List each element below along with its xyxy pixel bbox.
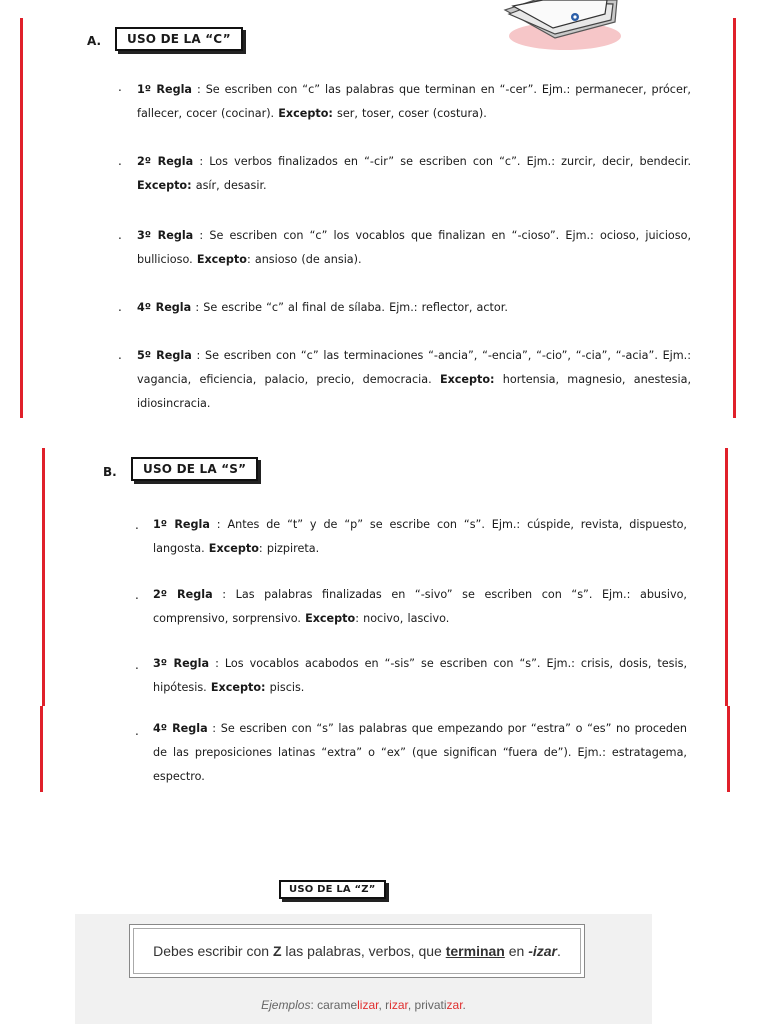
red-margin-line-a-right [733, 18, 736, 418]
exception-text: piscis. [269, 681, 305, 694]
red-margin-line-a-left [20, 18, 23, 418]
rule-b3: 3º Regla : Los vocablos acabodos en “-sis” se escriben con “s”. Ejm.: crisis, dosis, tesis, hipótesis. Excepto: piscis. [153, 657, 687, 694]
bullet-b1: . [135, 518, 139, 532]
rule-a2: 2º Regla : Los verbos finalizados en “-cir” se escriben con “c”. Ejm.: zurcir, decir, bendecir. Excepto: asír, desasir. [137, 155, 692, 192]
rule-b2: 2º Regla : Las palabras finalizadas en “-sivo” se escriben con “s”. Ejm.: abusivo, comprensivo, sorprensivo. Excepto: nocivo, lascivo. [153, 588, 687, 625]
rule-text: Se escriben con “c” las palabras que terminan en “-cer”. Ejm.: permanecer, prócer, fallecer, cocer (cocinar). [137, 83, 691, 120]
rule-label: 4º Regla [153, 722, 208, 735]
z-text-part3: en [504, 943, 529, 959]
z-example-2-ending: izar [389, 998, 408, 1012]
bullet-b2: . [135, 588, 139, 602]
exception-text: ser, toser, coser (costura). [337, 107, 487, 120]
z-rule-box [129, 924, 585, 978]
rule-text: Se escriben con “c” las terminaciones “-ancia”, “-encia”, “-cio”, “-cia”, “-acia”. Ejm.: vagancia, eficiencia, palacio, precio, democracia. [137, 349, 691, 386]
z-suffix: -izar [528, 943, 557, 959]
rule-label: 2º Regla [137, 155, 194, 168]
red-margin-line-b-right-top [725, 448, 728, 706]
z-examples-sep: : [310, 998, 318, 1012]
section-a-title: USO DE LA “C” [115, 27, 243, 51]
z-example-1-ending: lizar [357, 998, 379, 1012]
rule-text: Se escriben con “c” los vocablos que finalizan en “-cioso”. Ejm.: ocioso, juicioso, bullicioso. [137, 229, 691, 266]
rule-text: Las palabras finalizadas en “-sivo” se escriben con “s”. Ejm.: abusivo, comprensivo, sorprensivo. [153, 588, 687, 625]
exception-label: Excepto [305, 612, 356, 625]
rule-b1: 1º Regla : Antes de “t” y de “p” se escribe con “s”. Ejm.: cúspide, revista, dispuesto, langosta. Excepto: pizpireta. [153, 518, 687, 555]
exception-text: : pizpireta. [258, 542, 320, 555]
z-text-part2: las palabras, verbos, que [281, 943, 446, 959]
bullet-a5: . [118, 348, 122, 362]
rule-b4: 4º Regla : Se escriben con “s” las palabras que empezando por “estra” o “es” no proceden de las preposiciones latinas “extra” o “ex” (que significan “fuera de”). Ejm.: estratagema, espectro. [153, 722, 687, 783]
rule-text: Antes de “t” y de “p” se escribe con “s”. Ejm.: cúspide, revista, dispuesto, langosta. [153, 518, 687, 555]
exception-label: Excepto [208, 542, 259, 555]
z-example-1-stem: carame [317, 998, 358, 1012]
rule-label: 1º Regla [137, 83, 192, 96]
z-example-3-ending: zar [446, 998, 463, 1012]
rule-a4: 4º Regla : Se escribe “c” al final de sílaba. Ejm.: reflector, actor. [137, 301, 508, 314]
rule-label: 1º Regla [153, 518, 210, 531]
z-rule-text [133, 928, 581, 974]
section-z-title: USO DE LA “Z” [279, 880, 386, 899]
rule-a5: 5º Regla : Se escriben con “c” las terminaciones “-ancia”, “-encia”, “-cio”, “-cia”, “-acia”. Ejm.: vagancia, eficiencia, palacio, precio, democracia. Excepto: hortensia, magnesio, anestesia, idiosincracia. [137, 349, 692, 410]
rule-label: 2º Regla [153, 588, 213, 601]
rule-label: 3º Regla [153, 657, 210, 670]
bullet-a4: . [118, 300, 122, 314]
rule-label: 3º Regla [137, 229, 194, 242]
z-examples-label: Ejemplos [261, 998, 311, 1012]
paper-stack-illustration [495, 0, 625, 56]
z-example-3-stem: privati [414, 998, 447, 1012]
rule-text: Se escriben con “s” las palabras que empezando por “estra” o “es” no proceden de las preposiciones latinas “extra” o “ex” (que significan “fuera de”). Ejm.: estratagema, espectro. [153, 722, 687, 783]
red-margin-line-b-left-top [42, 448, 45, 706]
rule-text: Los vocablos acabodos en “-sis” se escriben con “s”. Ejm.: crisis, dosis, tesis, hipótesis. [153, 657, 687, 694]
exception-label: Excepto: [210, 681, 266, 694]
bullet-a1: . [118, 80, 122, 94]
rule-a1: 1º Regla : Se escriben con “c” las palabras que terminan en “-cer”. Ejm.: permanecer, prócer, fallecer, cocer (cocinar). Excepto: ser, toser, coser (costura). [137, 83, 691, 120]
red-margin-line-b-left-bottom [40, 706, 43, 792]
bullet-b4: . [135, 724, 139, 738]
rule-a3: 3º Regla : Se escriben con “c” los vocablos que finalizan en “-cioso”. Ejm.: ocioso, juicioso, bullicioso. Excepto: ansioso (de ansia). [137, 229, 691, 266]
rule-label: 5º Regla [137, 349, 192, 362]
z-text-part4: . [557, 943, 561, 959]
z-comma-1: , [378, 998, 386, 1012]
exception-label: Excepto [196, 253, 247, 266]
exception-text: hortensia, magnesio, anestesia, idiosincracia. [137, 373, 692, 410]
section-b-title: USO DE LA “S” [131, 457, 258, 481]
z-comma-2: , [407, 998, 415, 1012]
z-period: . [462, 998, 466, 1012]
z-examples [75, 998, 652, 1012]
z-letter: Z [272, 943, 282, 959]
rule-text: Se escribe “c” al final de sílaba. Ejm.: reflector, actor. [203, 301, 508, 314]
exception-label: Excepto: [278, 107, 333, 120]
z-underlined-word: terminan [445, 943, 505, 959]
bullet-a3: . [118, 228, 122, 242]
exception-text: asír, desasir. [195, 179, 267, 192]
z-example-2-stem: r [385, 998, 390, 1012]
z-text-part1: Debes escribir con [153, 943, 273, 959]
red-margin-line-b-right-bottom [727, 706, 730, 792]
bullet-b3: . [135, 658, 139, 672]
rule-text: Los verbos finalizados en “-cir” se escriben con “c”. Ejm.: zurcir, decir, bendecir. [209, 155, 692, 168]
exception-label: Excepto: [439, 373, 495, 386]
exception-text: : ansioso (de ansia). [246, 253, 362, 266]
rule-label: 4º Regla [137, 301, 192, 314]
section-b-letter: B. [103, 465, 117, 479]
exception-label: Excepto: [137, 179, 192, 192]
bullet-a2: . [118, 154, 122, 168]
exception-text: : nocivo, lascivo. [355, 612, 450, 625]
section-a-letter: A. [87, 34, 102, 48]
